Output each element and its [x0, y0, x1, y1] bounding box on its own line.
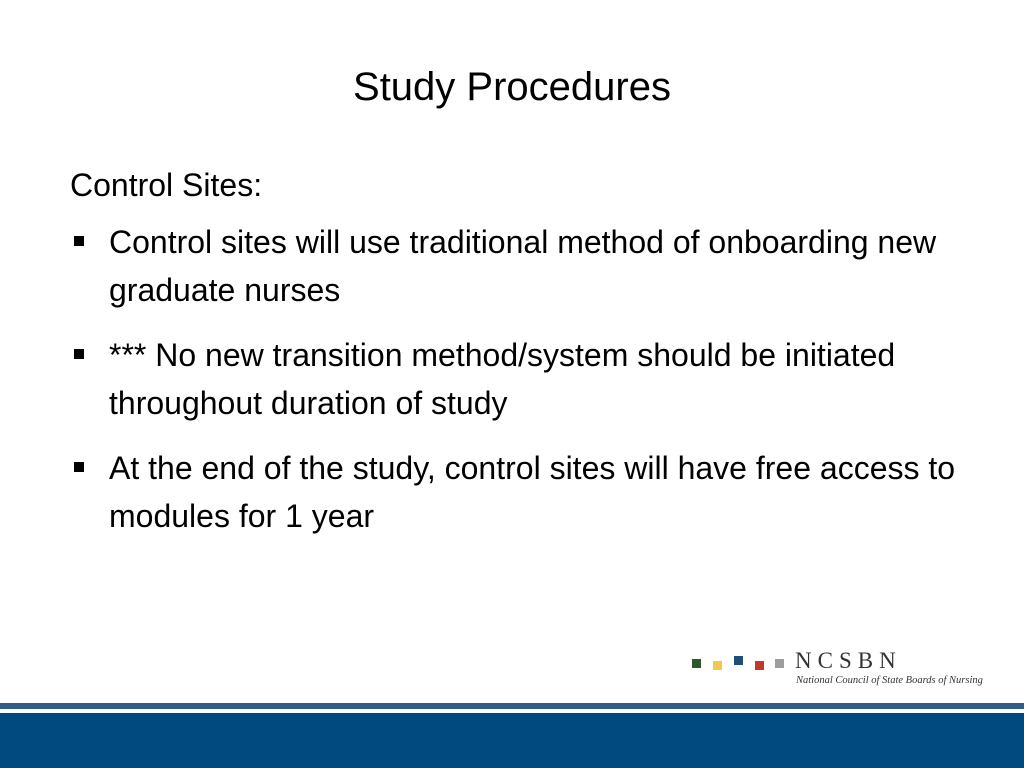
logo-square-red	[755, 661, 764, 670]
footer-band	[0, 713, 1024, 768]
logo-square-yellow	[713, 661, 722, 670]
logo-wordmark: NCSBN	[795, 648, 902, 673]
bullet-item	[70, 218, 970, 314]
logo-tagline: National Council of State Boards of Nursing	[796, 675, 983, 686]
square-bullet-icon	[74, 349, 84, 359]
bullet-item	[70, 331, 970, 427]
slide-title: Study Procedures	[353, 65, 671, 109]
bullet-list	[70, 218, 970, 557]
logo-square-green	[692, 659, 701, 668]
section-heading: Control Sites:	[70, 167, 263, 203]
square-bullet-icon	[74, 236, 84, 246]
logo-square-blue	[734, 656, 743, 665]
square-bullet-icon	[74, 462, 84, 472]
logo-square-gray	[775, 659, 784, 668]
footer-divider-line	[0, 703, 1024, 709]
logo-squares-icon	[692, 652, 786, 670]
ncsbn-logo	[692, 650, 982, 694]
bullet-item	[70, 444, 970, 540]
bullet-text: *** No new transition method/system should be initiated throughout duration of study	[109, 337, 896, 421]
bullet-text: Control sites will use traditional method of onboarding new graduate nurses	[109, 224, 937, 308]
bullet-text: At the end of the study, control sites will have free access to modules for 1 year	[109, 450, 956, 534]
